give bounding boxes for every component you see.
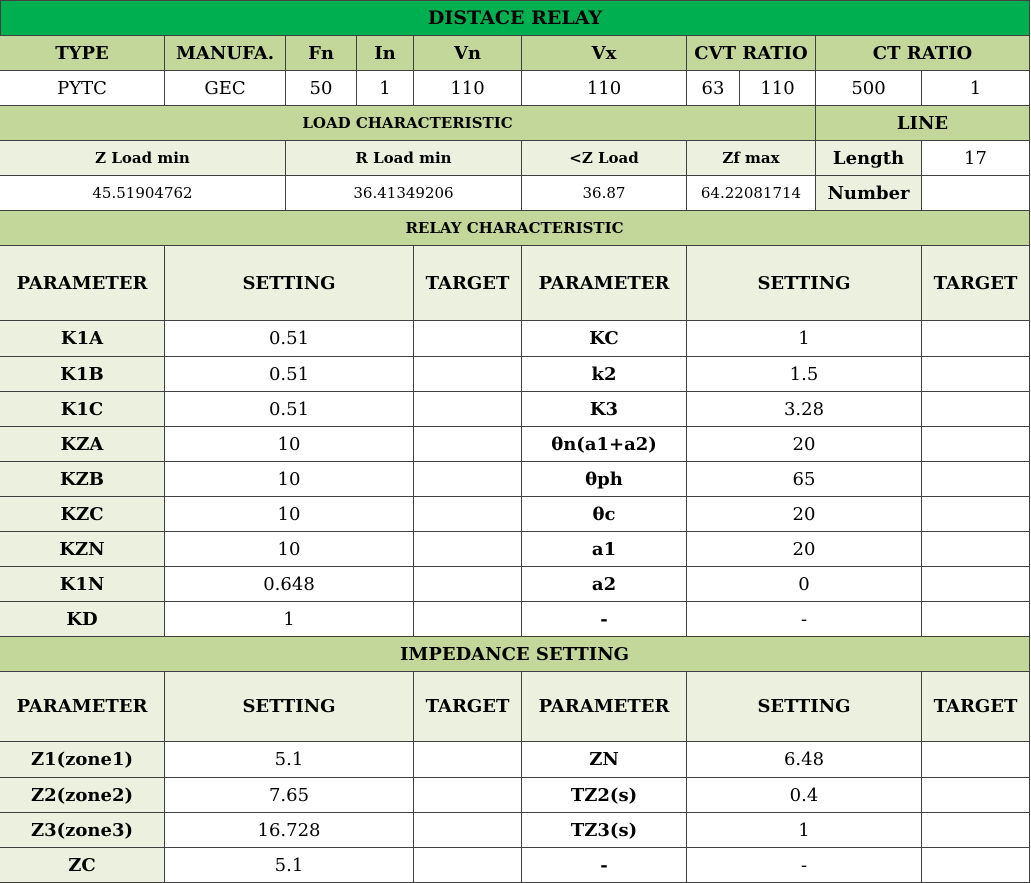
relay-param-left: KZA: [0, 427, 165, 462]
relay-setting-left[interactable]: 10: [165, 462, 414, 497]
header-r-load-min: R Load min: [286, 141, 522, 176]
header-manufa: MANUFA.: [165, 36, 286, 71]
relay-header-target-right: TARGET: [922, 246, 1030, 321]
header-vx: Vx: [522, 36, 687, 71]
relay-param-right: a2: [522, 567, 687, 602]
imp-param-left: Z1(zone1): [0, 742, 165, 778]
relay-setting-right[interactable]: 3.28: [687, 392, 922, 427]
load-characteristic-title: LOAD CHARACTERISTIC: [0, 106, 816, 141]
relay-param-left: K1A: [0, 321, 165, 357]
imp-target-right[interactable]: [922, 742, 1030, 778]
relay-target-left[interactable]: [414, 321, 522, 357]
relay-param-left: K1C: [0, 392, 165, 427]
relay-setting-right[interactable]: 0: [687, 567, 922, 602]
value-vx[interactable]: 110: [522, 71, 687, 106]
value-z-load-min: 45.51904762: [0, 176, 286, 211]
value-cvt-primary[interactable]: 63: [687, 71, 740, 106]
relay-target-left[interactable]: [414, 427, 522, 462]
header-fn: Fn: [286, 36, 357, 71]
value-in[interactable]: 1: [357, 71, 414, 106]
relay-header-parameter-right: PARAMETER: [522, 246, 687, 321]
relay-setting-left[interactable]: 0.51: [165, 392, 414, 427]
relay-header-setting-left: SETTING: [165, 246, 414, 321]
relay-setting-left[interactable]: 10: [165, 427, 414, 462]
value-cvt-secondary[interactable]: 110: [740, 71, 816, 106]
relay-param-right: a1: [522, 532, 687, 567]
imp-header-parameter-left: PARAMETER: [0, 672, 165, 742]
value-z-load-angle: 36.87: [522, 176, 687, 211]
relay-setting-left[interactable]: 0.648: [165, 567, 414, 602]
imp-target-right[interactable]: [922, 848, 1030, 883]
relay-header-parameter-left: PARAMETER: [0, 246, 165, 321]
imp-target-left[interactable]: [414, 848, 522, 883]
imp-target-left[interactable]: [414, 742, 522, 778]
imp-param-right: ZN: [522, 742, 687, 778]
relay-setting-right[interactable]: 1.5: [687, 357, 922, 392]
imp-setting-right[interactable]: -: [687, 848, 922, 883]
relay-header-setting-right: SETTING: [687, 246, 922, 321]
relay-target-right[interactable]: [922, 532, 1030, 567]
line-length-value[interactable]: 17: [922, 141, 1030, 176]
relay-target-right[interactable]: [922, 321, 1030, 357]
imp-setting-right[interactable]: 6.48: [687, 742, 922, 778]
relay-header-target-left: TARGET: [414, 246, 522, 321]
relay-target-left[interactable]: [414, 357, 522, 392]
imp-target-left[interactable]: [414, 778, 522, 813]
imp-param-left: ZC: [0, 848, 165, 883]
relay-setting-left[interactable]: 1: [165, 602, 414, 637]
imp-target-right[interactable]: [922, 813, 1030, 848]
relay-setting-left[interactable]: 0.51: [165, 321, 414, 357]
value-manufa[interactable]: GEC: [165, 71, 286, 106]
imp-param-right: TZ3(s): [522, 813, 687, 848]
header-cvt-ratio: CVT RATIO: [687, 36, 816, 71]
relay-param-left: K1N: [0, 567, 165, 602]
relay-target-right[interactable]: [922, 357, 1030, 392]
relay-setting-right[interactable]: 65: [687, 462, 922, 497]
imp-setting-left[interactable]: 5.1: [165, 848, 414, 883]
relay-setting-right[interactable]: 1: [687, 321, 922, 357]
relay-target-left[interactable]: [414, 532, 522, 567]
relay-param-right: KC: [522, 321, 687, 357]
relay-setting-left[interactable]: 10: [165, 532, 414, 567]
relay-target-left[interactable]: [414, 462, 522, 497]
relay-param-right: θph: [522, 462, 687, 497]
imp-header-target-right: TARGET: [922, 672, 1030, 742]
header-zf-max: Zf max: [687, 141, 816, 176]
imp-header-parameter-right: PARAMETER: [522, 672, 687, 742]
relay-param-left: KD: [0, 602, 165, 637]
imp-setting-right[interactable]: 1: [687, 813, 922, 848]
relay-param-right: k2: [522, 357, 687, 392]
imp-header-setting-left: SETTING: [165, 672, 414, 742]
header-in: In: [357, 36, 414, 71]
value-r-load-min: 36.41349206: [286, 176, 522, 211]
line-number-label: Number: [816, 176, 922, 211]
imp-setting-left[interactable]: 16.728: [165, 813, 414, 848]
line-title: LINE: [816, 106, 1030, 141]
relay-target-left[interactable]: [414, 602, 522, 637]
relay-param-right: θn(a1+a2): [522, 427, 687, 462]
page-title: DISTACE RELAY: [0, 0, 1030, 36]
relay-target-right[interactable]: [922, 392, 1030, 427]
relay-param-right: -: [522, 602, 687, 637]
relay-target-left[interactable]: [414, 567, 522, 602]
imp-target-left[interactable]: [414, 813, 522, 848]
imp-param-left: Z3(zone3): [0, 813, 165, 848]
value-fn[interactable]: 50: [286, 71, 357, 106]
relay-setting-right[interactable]: 20: [687, 532, 922, 567]
imp-param-right: -: [522, 848, 687, 883]
imp-setting-left[interactable]: 7.65: [165, 778, 414, 813]
relay-param-right: K3: [522, 392, 687, 427]
imp-header-setting-right: SETTING: [687, 672, 922, 742]
imp-param-left: Z2(zone2): [0, 778, 165, 813]
imp-setting-right[interactable]: 0.4: [687, 778, 922, 813]
header-z-load-angle: <Z Load: [522, 141, 687, 176]
imp-setting-left[interactable]: 5.1: [165, 742, 414, 778]
relay-setting-left[interactable]: 0.51: [165, 357, 414, 392]
relay-param-left: KZN: [0, 532, 165, 567]
relay-target-right[interactable]: [922, 427, 1030, 462]
header-ct-ratio: CT RATIO: [816, 36, 1030, 71]
relay-param-left: K1B: [0, 357, 165, 392]
value-ct-secondary[interactable]: 1: [922, 71, 1030, 106]
relay-target-right[interactable]: [922, 567, 1030, 602]
header-type: TYPE: [0, 36, 165, 71]
imp-target-right[interactable]: [922, 778, 1030, 813]
relay-param-right: θc: [522, 497, 687, 532]
relay-setting-right[interactable]: 20: [687, 427, 922, 462]
relay-characteristic-title: RELAY CHARACTERISTIC: [0, 211, 1030, 246]
relay-target-right[interactable]: [922, 462, 1030, 497]
value-type[interactable]: PYTC: [0, 71, 165, 106]
header-z-load-min: Z Load min: [0, 141, 286, 176]
relay-target-left[interactable]: [414, 497, 522, 532]
relay-target-left[interactable]: [414, 392, 522, 427]
imp-header-target-left: TARGET: [414, 672, 522, 742]
relay-param-left: KZB: [0, 462, 165, 497]
value-zf-max: 64.22081714: [687, 176, 816, 211]
value-ct-primary[interactable]: 500: [816, 71, 922, 106]
relay-setting-right[interactable]: -: [687, 602, 922, 637]
line-number-value[interactable]: [922, 176, 1030, 211]
relay-setting-left[interactable]: 10: [165, 497, 414, 532]
value-vn[interactable]: 110: [414, 71, 522, 106]
header-vn: Vn: [414, 36, 522, 71]
relay-param-left: KZC: [0, 497, 165, 532]
imp-param-right: TZ2(s): [522, 778, 687, 813]
relay-target-right[interactable]: [922, 602, 1030, 637]
relay-setting-right[interactable]: 20: [687, 497, 922, 532]
line-length-label: Length: [816, 141, 922, 176]
impedance-setting-title: IMPEDANCE SETTING: [0, 637, 1030, 672]
relay-target-right[interactable]: [922, 497, 1030, 532]
